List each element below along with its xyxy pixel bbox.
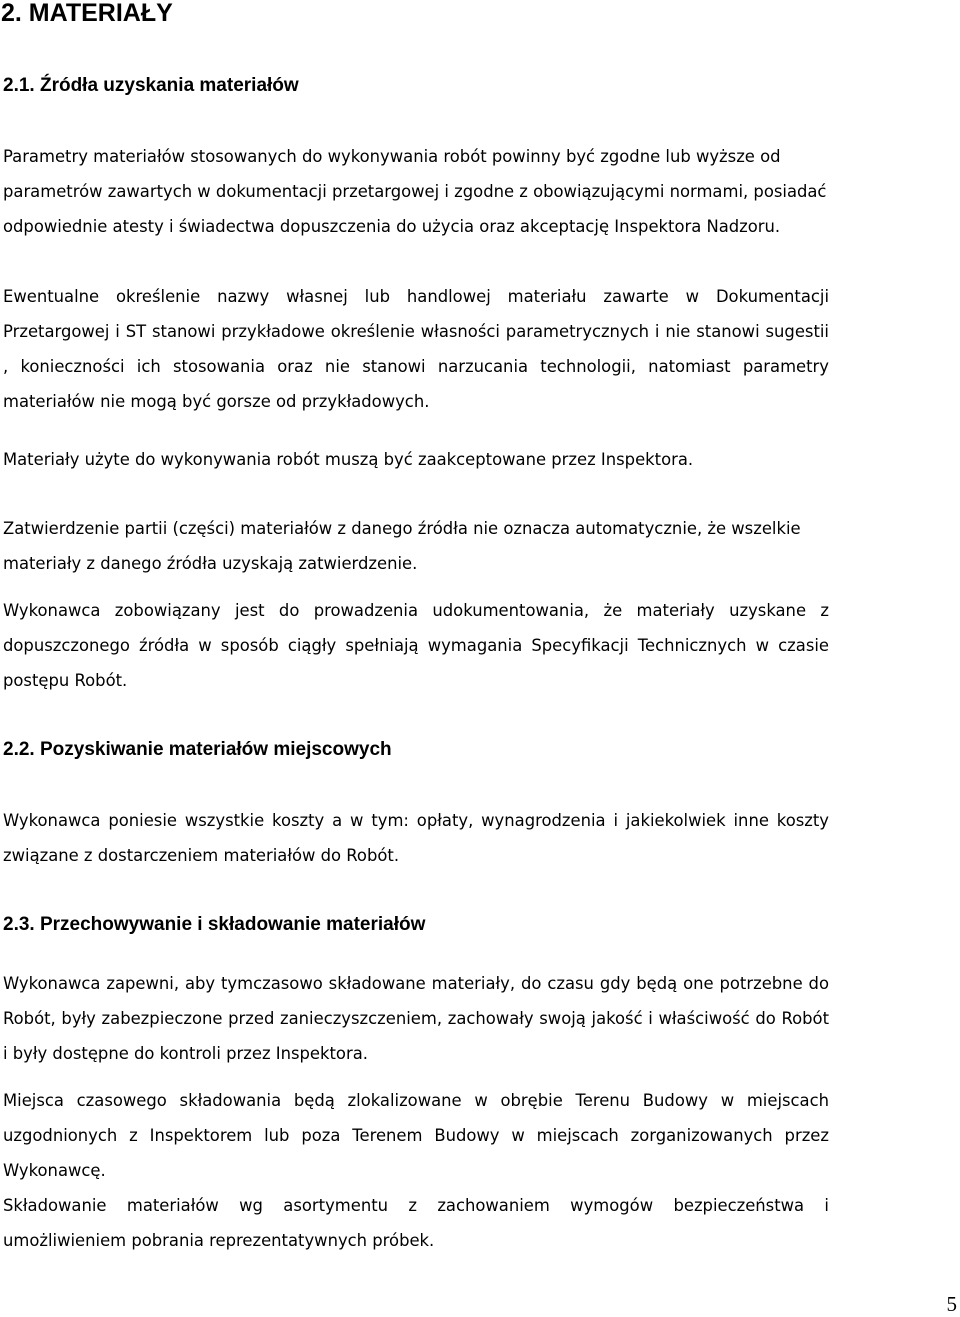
subsection-heading-2-3: 2.3. Przechowywanie i składowanie materiałów xyxy=(3,914,426,935)
page-number: 5 xyxy=(946,1292,957,1316)
paragraph-storage-locations: Miejsca czasowego składowania będą zlokalizowane w obrębie Terenu Budowy w miejscach uzgodnionych z Inspektorem lub poza Terenem Budowy w miejscach zorganizowanych przez Wykonawcę. xyxy=(3,1091,829,1180)
paragraph-local-materials-costs: Wykonawca poniesie wszystkie koszty a w tym: opłaty, wynagrodzenia i jakiekolwiek inne koszty związane z dostarczeniem materiałów do Robót. xyxy=(3,811,829,865)
paragraph-trade-names: Ewentualne określenie nazwy własnej lub handlowej materiału zawarte w Dokumentacji Przetargowej i ST stanowi przykładowe określenie własności parametrycznych i nie stanowi sugestii , konieczności ich stosowania oraz nie stanowi narzucania technologii, natomiast parametry materiałów nie mogą być gorsze od przykładowych. xyxy=(3,287,829,411)
paragraph-parameters: Parametry materiałów stosowanych do wykonywania robót powinny być zgodne lub wyższe od parametrów zawartych w dokumentacji przetargowej i zgodne z obowiązującymi normami, posiadać odpowiednie atesty i świadectwa dopuszczenia do użycia oraz akceptację Inspektora Nadzoru. xyxy=(3,147,827,236)
subsection-heading-2-2: 2.2. Pozyskiwanie materiałów miejscowych xyxy=(3,739,392,760)
section-title: 2. MATERIAŁY xyxy=(1,0,173,27)
paragraph-storage-safety: Składowanie materiałów wg asortymentu z zachowaniem wymogów bezpieczeństwa i umożliwieniem pobrania reprezentatywnych próbek. xyxy=(3,1196,829,1250)
paragraph-temporary-storage: Wykonawca zapewni, aby tymczasowo składowane materiały, do czasu gdy będą one potrzebne do Robót, były zabezpieczone przed zanieczyszczeniem, zachowały swoją jakość i właściwość do Robót i były dostępne do kontroli przez Inspektora. xyxy=(3,974,829,1063)
paragraph-contractor-documentation: Wykonawca zobowiązany jest do prowadzenia udokumentowania, że materiały uzyskane z dopuszczonego źródła w sposób ciągły spełniają wymagania Specyfikacji Technicznych w czasie postępu Robót. xyxy=(3,601,829,690)
paragraph-materials-acceptance: Materiały użyte do wykonywania robót muszą być zaakceptowane przez Inspektora. xyxy=(3,450,694,469)
subsection-heading-2-1: 2.1. Źródła uzyskania materiałów xyxy=(3,75,299,96)
paragraph-batch-approval: Zatwierdzenie partii (części) materiałów z danego źródła nie oznacza automatycznie, że wszelkie materiały z danego źródła uzyskają zatwierdzenie. xyxy=(3,519,801,573)
